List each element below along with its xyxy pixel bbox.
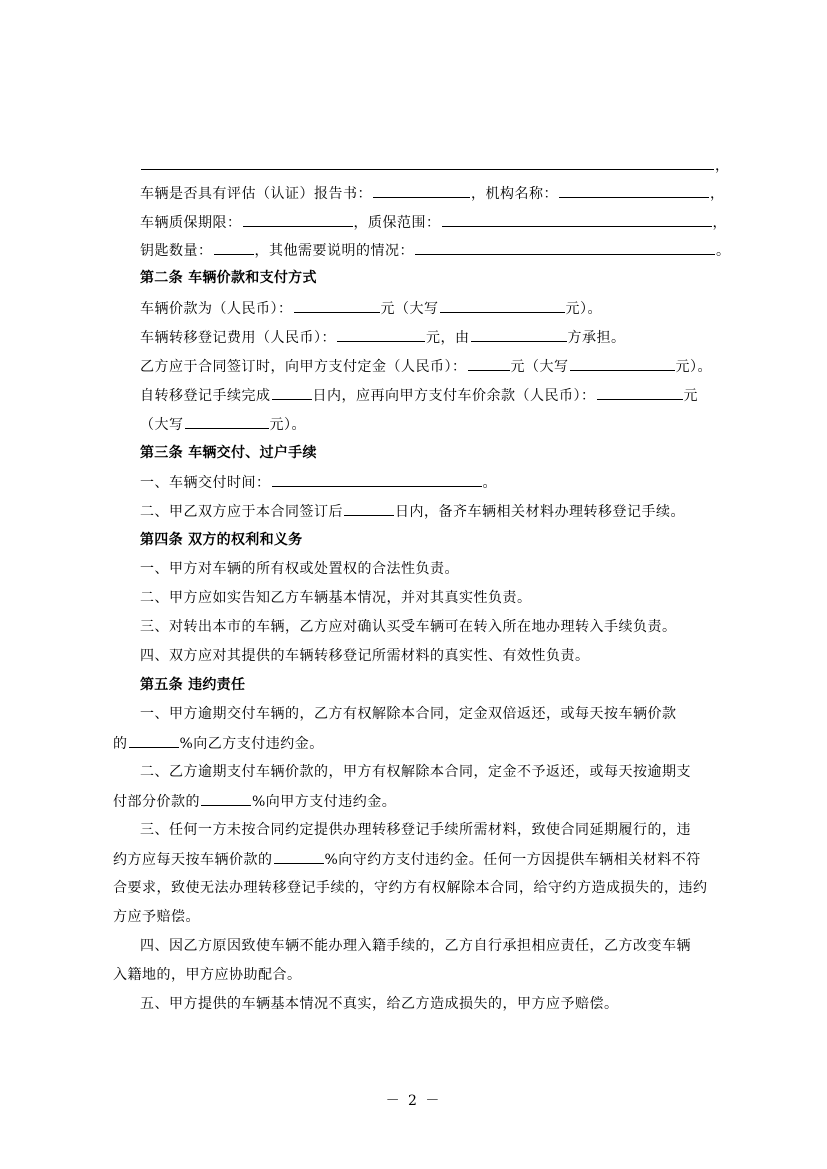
balance-days-field[interactable] bbox=[272, 385, 312, 400]
deposit-amount-field[interactable] bbox=[468, 356, 510, 371]
price-line: 车辆价款为（人民币）： 元（大写 元）。 bbox=[140, 298, 732, 319]
article2-title: 第二条 车辆价款和支付方式 bbox=[140, 270, 317, 286]
report-line: 车辆是否具有评估（认证）报告书： ，机构名称： ， bbox=[140, 183, 732, 204]
warranty-period-field[interactable] bbox=[243, 212, 353, 227]
article4-title: 第四条 双方的权利和义务 bbox=[140, 532, 303, 548]
warranty-scope-field[interactable] bbox=[442, 212, 712, 227]
transfer-days-field[interactable] bbox=[344, 501, 394, 516]
article5-p3-line4: 方应予赔偿。 bbox=[113, 909, 200, 925]
article4-item-1: 一、甲方对车辆的所有权或处置权的合法性负责。 bbox=[140, 561, 459, 577]
article4-item-3: 三、对转出本市的车辆，乙方应对确认买受车辆可在转入所在地办理转入手续负责。 bbox=[140, 619, 677, 635]
article5-p1-line1: 一、甲方逾期交付车辆的，乙方有权解除本合同，定金双倍返还，或每天按车辆价款 bbox=[140, 706, 677, 722]
article5-p1-line2: 的 %向乙方支付违约金。 bbox=[113, 733, 732, 754]
balance-words-line: （大写 元）。 bbox=[140, 414, 732, 435]
delivery-time-field[interactable] bbox=[272, 472, 482, 487]
deposit-words-field[interactable] bbox=[570, 356, 675, 371]
transfer-days-line: 二、甲乙双方应于本合同签订后 日内，备齐车辆相关材料办理转移登记手续。 bbox=[140, 501, 732, 522]
page-number: － 2 － bbox=[385, 1093, 442, 1109]
other-notes-field[interactable] bbox=[415, 240, 715, 255]
penalty-rate-3-field[interactable] bbox=[274, 849, 324, 864]
article4-item-4: 四、双方应对其提供的车辆转移登记所需材料的真实性、有效性负责。 bbox=[140, 648, 590, 664]
top-blank-line: ， bbox=[140, 155, 732, 176]
fee-party-field[interactable] bbox=[471, 327, 567, 342]
article5-p5: 五、甲方提供的车辆基本情况不真实，给乙方造成损失的，甲方应予赔偿。 bbox=[140, 996, 619, 1012]
balance-words-field[interactable] bbox=[185, 414, 269, 429]
blank-field[interactable] bbox=[141, 155, 714, 170]
article5-p3-line1: 三、任何一方未按合同约定提供办理转移登记手续所需材料，致使合同延期履行的，违 bbox=[140, 822, 691, 838]
article4-item-2: 二、甲方应如实告知乙方车辆基本情况，并对其真实性负责。 bbox=[140, 590, 532, 606]
balance-line: 自转移登记手续完成 日内，应再向甲方支付车价余款（人民币）： 元 bbox=[140, 385, 732, 406]
article5-title: 第五条 违约责任 bbox=[140, 677, 246, 693]
article5-p4-line1: 四、因乙方原因致使车辆不能办理入籍手续的，乙方自行承担相应责任，乙方改变车辆 bbox=[140, 938, 691, 954]
article3-title: 第三条 车辆交付、过户手续 bbox=[140, 445, 317, 461]
agency-name-field[interactable] bbox=[559, 183, 709, 198]
penalty-rate-1-field[interactable] bbox=[129, 733, 179, 748]
report-field[interactable] bbox=[373, 183, 470, 198]
balance-amount-field[interactable] bbox=[597, 385, 683, 400]
key-count-field[interactable] bbox=[214, 240, 254, 255]
warranty-line: 车辆质保期限： ，质保范围： ， bbox=[140, 212, 732, 233]
article5-p3-line2: 约方应每天按车辆价款的 %向守约方支付违约金。任何一方因提供车辆相关材料不符 bbox=[113, 849, 732, 870]
article5-p3-line3: 合要求，致使无法办理转移登记手续的，守约方有权解除本合同，给守约方造成损失的，违约 bbox=[113, 880, 708, 896]
transfer-fee-field[interactable] bbox=[337, 327, 425, 342]
keys-line: 钥匙数量： ，其他需要说明的情况： 。 bbox=[140, 240, 732, 261]
deposit-line: 乙方应于合同签订时，向甲方支付定金（人民币）： 元（大写 元）。 bbox=[140, 356, 732, 377]
article5-p2-line2: 付部分价款的 %向甲方支付违约金。 bbox=[113, 791, 732, 812]
transfer-fee-line: 车辆转移登记费用（人民币）： 元，由 方承担。 bbox=[140, 327, 732, 348]
price-amount-field[interactable] bbox=[294, 298, 380, 313]
price-words-field[interactable] bbox=[440, 298, 565, 313]
delivery-time-line: 一、车辆交付时间： 。 bbox=[140, 472, 732, 493]
penalty-rate-2-field[interactable] bbox=[201, 791, 251, 806]
article5-p2-line1: 二、乙方逾期支付车辆价款的，甲方有权解除本合同，定金不予返还，或每天按逾期支 bbox=[140, 764, 691, 780]
article5-p4-line2: 入籍地的，甲方应协助配合。 bbox=[113, 967, 302, 983]
